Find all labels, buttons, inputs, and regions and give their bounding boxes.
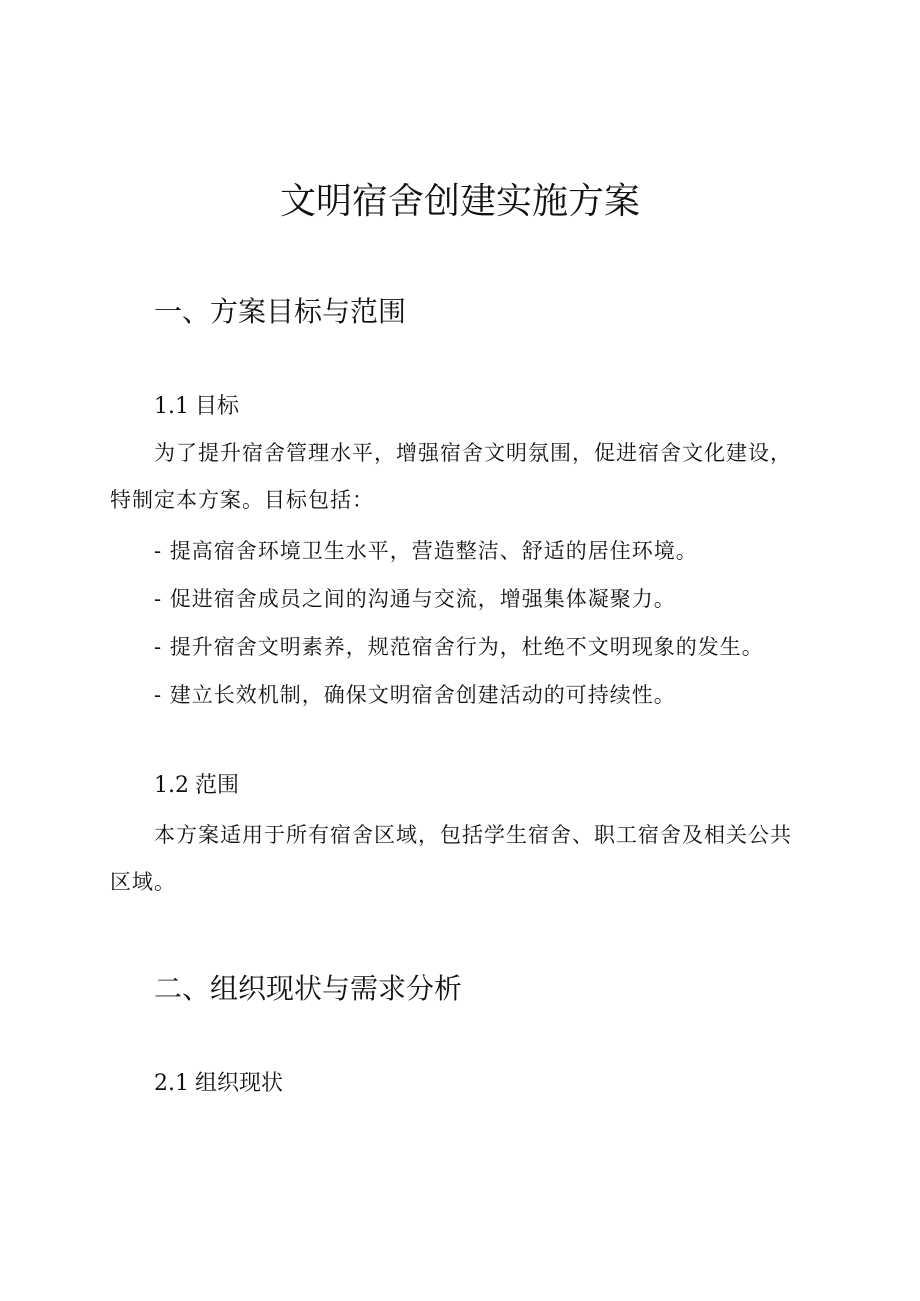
subsection-title: 范围 [195, 773, 240, 798]
list-item: - 提升宿舍文明素养，规范宿舍行为，杜绝不文明现象的发生。 [154, 635, 764, 659]
subsection-heading-2-1 [154, 1068, 283, 1100]
list-item: - 建立长效机制，确保文明宿舍创建活动的可持续性。 [154, 683, 676, 707]
paragraph-goal: 为了提升宿舍管理水平，增强宿舍文明氛围，促进宿舍文化建设，特制定本方案。目标包括： [110, 441, 792, 512]
list-item: - 提高宿舍环境卫生水平，营造整洁、舒适的居住环境。 [154, 539, 698, 563]
section-heading-1: 一、方案目标与范围 [154, 295, 407, 328]
section-heading-2: 二、组织现状与需求分析 [154, 972, 463, 1005]
subsection-title: 组织现状 [195, 1071, 284, 1096]
subsection-number: 1.1 [154, 394, 189, 419]
paragraph-scope: 本方案适用于所有宿舍区域，包括学生宿舍、职工宿舍及相关公共区域。 [110, 823, 792, 894]
document-title: 文明宿舍创建实施方案 [279, 181, 640, 222]
subsection-title: 目标 [195, 394, 240, 419]
subsection-number: 1.2 [154, 773, 189, 798]
subsection-number: 2.1 [154, 1071, 189, 1096]
subsection-heading-1-2 [154, 770, 239, 802]
subsection-heading-1-1 [154, 391, 239, 423]
list-item: - 促进宿舍成员之间的沟通与交流，增强集体凝聚力。 [154, 587, 676, 611]
